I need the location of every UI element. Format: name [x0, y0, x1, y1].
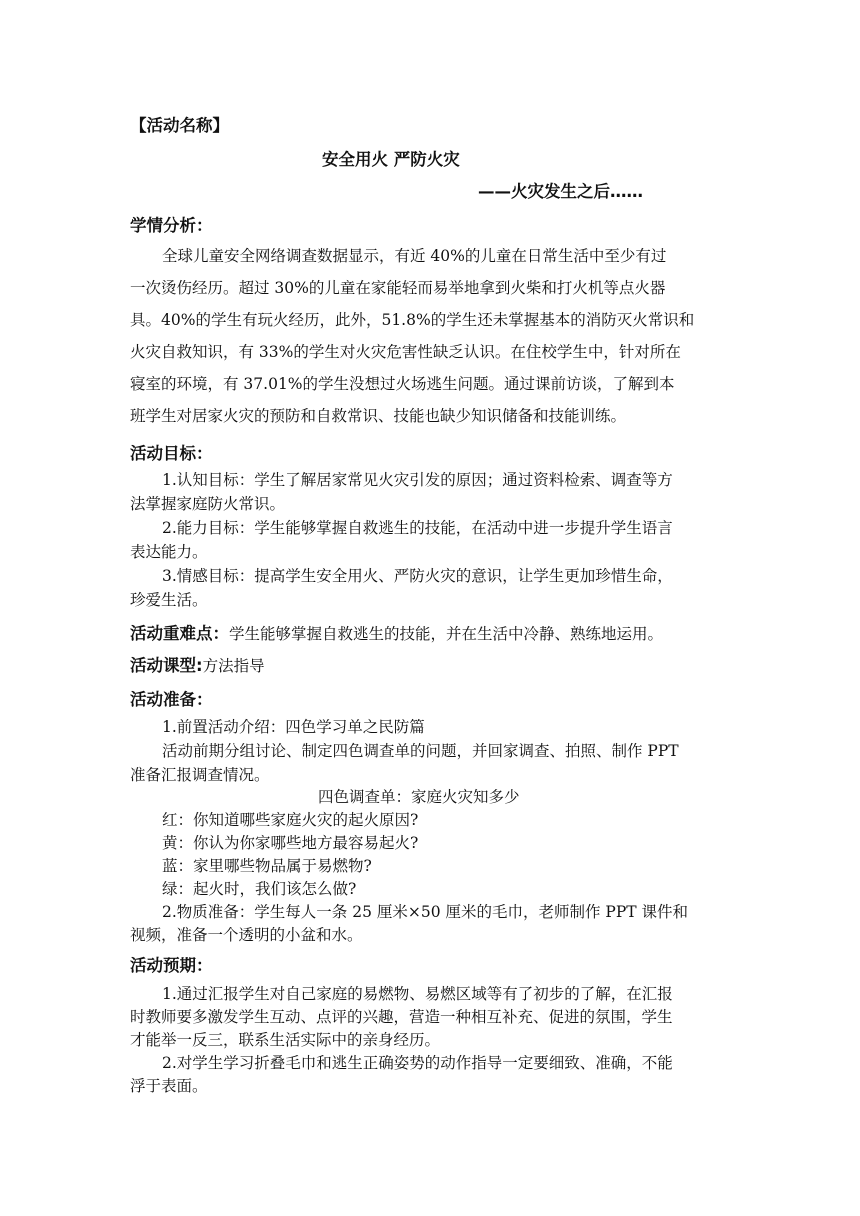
- survey-question-yellow: 黄：你认为你家哪些地方最容易起火?: [162, 834, 419, 852]
- difficulty-row: [130, 620, 663, 644]
- expectation-line: 1.通过汇报学生对自己家庭的易燃物、易燃区域等有了初步的了解，在汇报: [162, 985, 673, 1003]
- survey-question-green: 绿：起火时，我们该怎么做?: [162, 880, 357, 898]
- goals-line: 表达能力。: [130, 543, 208, 561]
- analysis-line: 具。40%的学生有玩火经历，此外，51.8%的学生还未掌握基本的消防灭火常识和: [130, 311, 695, 329]
- survey-question-blue: 蓝：家里哪些物品属于易燃物?: [162, 857, 372, 875]
- preparation-line: 活动前期分组讨论、制定四色调查单的问题，并回家调查、拍照、制作 PPT: [162, 742, 679, 760]
- analysis-heading: 学情分析：: [130, 216, 213, 235]
- goals-line: 3.情感目标：提高学生安全用火、严防火灾的意识，让学生更加珍惜生命，: [162, 567, 673, 585]
- lesson-type-row: [130, 652, 265, 676]
- analysis-line: 火灾自救知识，有 33%的学生对火灾危害性缺乏认识。在住校学生中，针对所在: [130, 343, 681, 361]
- goals-heading: 活动目标：: [130, 444, 213, 463]
- survey-question-red: 红：你知道哪些家庭火灾的起火原因?: [162, 811, 419, 829]
- analysis-line: 全球儿童安全网络调查数据显示，有近 40%的儿童在日常生活中至少有过: [162, 247, 667, 265]
- difficulty-label: 活动重难点：: [130, 624, 229, 643]
- preparation-line: 1.前置活动介绍：四色学习单之民防篇: [162, 718, 425, 736]
- expectation-line: 时教师要多激发学生互动、点评的兴趣，营造一种相互补充、促进的氛围，学生: [130, 1008, 673, 1026]
- analysis-line: 寝室的环境，有 37.01%的学生没想过火场逃生问题。通过课前访谈，了解到本: [130, 375, 675, 393]
- preparation-line: 2.物质准备：学生每人一条 25 厘米×50 厘米的毛巾，老师制作 PPT 课件和: [162, 903, 689, 921]
- expectation-line: 浮于表面。: [130, 1077, 208, 1095]
- survey-title: 四色调查单：家庭火灾知多少: [318, 788, 520, 806]
- expectation-line: 才能举一反三，联系生活实际中的亲身经历。: [130, 1031, 441, 1049]
- lesson-type-text: 方法指导: [202, 657, 265, 675]
- difficulty-text: 学生能够掌握自救逃生的技能，并在生活中冷静、熟练地运用。: [229, 625, 664, 643]
- analysis-line: 班学生对居家火灾的预防和自救常识、技能也缺少知识储备和技能训练。: [130, 407, 627, 425]
- analysis-line: 一次烫伤经历。超过 30%的儿童在家能轻而易举地拿到火柴和打火机等点火器: [130, 279, 666, 297]
- lesson-type-label: 活动课型:: [130, 656, 203, 675]
- expectation-line: 2.对学生学习折叠毛巾和逃生正确姿势的动作指导一定要细致、准确，不能: [162, 1054, 673, 1072]
- preparation-line: 准备汇报调查情况。: [130, 766, 270, 784]
- expectation-heading: 活动预期：: [130, 956, 213, 975]
- preparation-line: 视频，准备一个透明的小盆和水。: [130, 926, 363, 944]
- goals-line: 2.能力目标：学生能够掌握自救逃生的技能，在活动中进一步提升学生语言: [162, 519, 673, 537]
- document-title: 安全用火 严防火灾: [322, 150, 460, 169]
- goals-line: 法掌握家庭防火常识。: [130, 495, 286, 513]
- preparation-heading: 活动准备：: [130, 690, 213, 709]
- goals-line: 1.认知目标：学生了解居家常见火灾引发的原因；通过资料检索、调查等方: [162, 471, 673, 489]
- goals-line: 珍爱生活。: [130, 591, 208, 609]
- document-subtitle: ——火灾发生之后……: [478, 182, 643, 201]
- activity-name-heading: 【活动名称】: [130, 116, 229, 135]
